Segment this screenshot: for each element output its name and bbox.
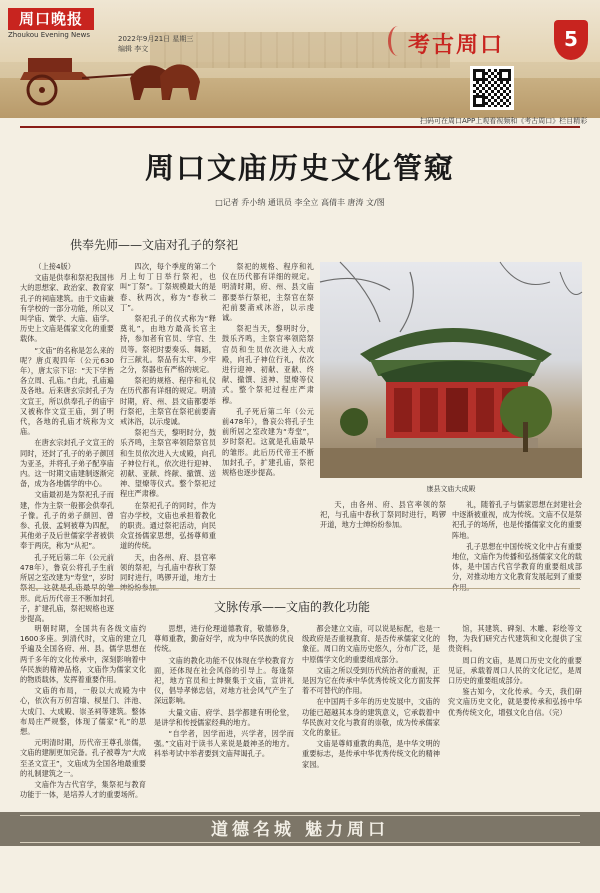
article-column-2	[120, 262, 216, 583]
article-column-7	[448, 624, 582, 804]
paragraph: 祭祀的规格、程序和礼仪在历代都有详细的规定。明清时期，府、州、县文庙都要举行祭祀，主祭官在祭祀前要斋戒沐浴，以示虔诚。	[120, 376, 216, 427]
footer-band	[0, 812, 600, 846]
paragraph: 祭祀当天，黎明时分，鼓乐齐鸣，主祭官率领陪祭官员和生员依次进入大成殿，向孔子神位行礼，依次进行迎神、初献、亚献、终献、撤馔、送神、望燎等仪式。整个祭祀过程庄严肃穆。	[120, 428, 216, 499]
paragraph: 祭祀的规格、程序和礼仪在历代都有详细的规定。明清时期，府、州、县文庙都要举行祭祀，主祭官在祭祀前要斋戒沐浴，以示虔诚。	[222, 262, 314, 323]
paragraph: 天，由各州、府、县官率领的祭祀，与孔庙中春秋丁祭同时进行，鸣锣开道，地方士	[120, 552, 216, 583]
footer-slogan: 道德名城 魅力周口	[211, 820, 389, 840]
paragraph: 在中国两千多年的历史发展中，文庙的功能已超越其本身的建筑意义，它承载着中华民族对文化与教育的崇敬，成为传承儒家文化的象征。	[302, 697, 440, 738]
paragraph: 周口的文庙，是周口历史文化的重要见证，承载着周口人民的文化记忆，是周口历史的重要组成部分。	[448, 655, 582, 686]
paragraph: 文庙最初是为祭祀孔子而建，作为主祭一般都会供奉孔子像。孔子的弟子颜回、曾参、孔伋、孟轲被尊为四配，其他弟子及后世儒家学者被供奉于两庑，称为“从祀”。	[20, 490, 114, 551]
paragraph: 天，由各州、府、县官率领的祭祀，与孔庙中春秋丁祭同时进行，鸣锣开道，地方士绅纷纷参加。	[320, 500, 446, 530]
article-column-3	[222, 262, 314, 574]
newspaper-logo: 周口晚报	[8, 8, 94, 30]
qr-code[interactable]	[470, 66, 514, 110]
paragraph: 祭祀孔子的仪式称为“释奠礼”，由地方最高长官主持，参加者有官员、学官、生员等。祭祀时要奏乐、舞蹈，行三献礼。祭品有太牢、少牢之分，祭器也有严格的规定。	[120, 314, 216, 375]
header-rule	[20, 126, 580, 128]
page-bottom-margin	[0, 846, 600, 893]
paragraph: 四次，每个季度的第二个月上旬丁日举行祭祀，也叫“丁祭”。丁祭规模最大的是春、秋两次，称为“春秋二丁”。	[120, 262, 216, 312]
masthead	[0, 0, 600, 118]
newspaper-logo-subtitle: Zhoukou Evening News	[8, 31, 90, 39]
paragraph: 馆，其建筑、碑刻、木雕、彩绘等文物，为我们研究古代建筑和文化提供了宝贵资料。	[448, 624, 582, 654]
issue-editor: 编辑 李文	[118, 45, 149, 53]
article-byline: □记者 乔小纳 通讯员 李全立 高倩丰 唐涛 文/图	[215, 198, 385, 207]
article-column-photo-left	[320, 500, 446, 576]
photo-caption: 康县文庙大成殿	[426, 485, 476, 493]
paragraph: 祭祀当天，黎明时分，鼓乐齐鸣，主祭官率领陪祭官员和生员依次进入大成殿，向孔子神位行礼，依次进行迎神、初献、亚献、终献、撤馔、送神、望燎等仪式。整个祭祀过程庄严肃穆。	[222, 324, 314, 405]
qr-finder-icon	[473, 69, 485, 81]
temple-photo	[320, 262, 582, 478]
qr-finder-icon	[473, 95, 485, 107]
page-number-badge: 5	[554, 20, 588, 60]
page-name-decoration	[388, 26, 408, 56]
paragraph: “自学者，因学而进，兴学者，因学而强。”文庙对于读书人来说是最神圣的地方。科举考试中举者要到文庙拜谒孔子。	[154, 729, 294, 759]
issue-date: 2022年9月21日 星期三	[118, 35, 194, 43]
dacheng-hall-image	[320, 262, 582, 478]
paragraph: 明朝时期，全国共有各级文庙约1600多座。到清代时，文庙的建立几乎遍及全国各府、州、县。儒学思想在两千多年的文化传承中，深刻影响着中华民族的精神品格，文庙作为儒家文化的物质载体，发挥着重要作用。	[20, 624, 146, 685]
paragraph: （上接4版）	[34, 262, 75, 271]
paragraph: 在祭祀孔子的同时，作为官办学校，文庙也承担着教化的职责。通过祭祀活动，向民众宣扬儒家思想，弘扬尊师重道的传统。	[120, 500, 216, 551]
paragraph: 孔子死后第二年（公元前478年），鲁哀公将孔子生前所居之室改建为“寿堂”，岁时祭祀。这就是孔庙最早的雏形。此后历代帝王不断加封孔子，扩建孔庙，祭祀规格也逐步提高。	[222, 406, 314, 478]
section-title-worship: 供奉先师——文庙对孔子的祭祀	[70, 238, 239, 252]
page-section-name: 考古周口	[408, 32, 505, 58]
paragraph: 文庙作为古代官学，集祭祀与教育功能于一体，是培养人才的重要场所。	[20, 780, 146, 800]
paragraph: 礼，随着孔子与儒家思想在封建社会中逐渐被重视，成为传统。文庙不仅是祭祀孔子的场所，也是传播儒家文化的重要阵地。	[452, 500, 582, 540]
article-column-4	[20, 624, 146, 804]
paragraph: 大量文庙、府学、县学都建有明伦堂，是讲学和传授儒家经典的地方。	[154, 707, 294, 727]
paragraph: 孔子思想在中国传统文化中占有重要地位，文庙作为传播和弘扬儒家文化的载体，是中国古代官学教育的重要组成部分，对推动地方文化教育发展起到了重要	[452, 541, 582, 582]
paragraph: “文庙”的名称是怎么来的呢？唐贞观四年（公元630年），唐太宗下诏：“天下学皆各立周、孔庙。”自此，孔庙遍及各地。后来唐玄宗封孔子为文宣王，所以供奉孔子的庙宇又被称作文宣王庙，到了明代，各地的孔庙才统称为文庙。	[20, 345, 114, 437]
paragraph: 思想，进行伦理道德教育，敬德修身，尊师重教，勤奋好学，成为中华民族的优良传统。	[154, 624, 294, 654]
paragraph: 文庙的教化功能不仅体现在学校教育方面，还体现在社会风俗的引导上。每逢祭祀，地方官员和士绅聚集于文庙，宣讲礼仪，倡导孝悌忠信，对地方社会风气产生了深远影响。	[154, 655, 294, 706]
article-headline: 周口文庙历史文化管窥	[144, 151, 455, 185]
paragraph: 都会建立文庙，可以说是标配，也是一级政府是否重视教育、是否传承儒家文化的象征。周口的文庙历史悠久，分布广泛，是中原儒学文化的重要组成部分。	[302, 624, 440, 664]
issue-info	[118, 34, 193, 54]
paragraph: 元明清时期，历代帝王尊孔崇儒，文庙的建制更加完备。孔子被尊为“大成至圣文宣王”，文庙成为全国各地最重要的礼制建筑之一。	[20, 738, 146, 778]
paragraph: 文庙是尊师重教的典范，是中华文明的重要标志，是传承中华优秀传统文化的精神家园。	[302, 739, 440, 769]
footer-band-frame	[20, 815, 580, 843]
article-column-photo-right	[452, 500, 582, 582]
article-column-6	[302, 624, 440, 804]
paragraph: 在唐玄宗封孔子文宣王的同时，还封了孔子的弟子颜回为亚圣，并将孔子弟子配享庙内。这一时期文庙建制逐渐完备，成为各地儒学的中心。	[20, 438, 114, 489]
section-title-education: 文脉传承——文庙的教化功能	[214, 600, 371, 614]
paragraph: 鉴古知今，文化传承。今天，我们研究文庙历史文化，就是要传承和弘扬中华优秀传统文化，增强文化自信。（完）	[448, 687, 582, 717]
qr-scan-note: 扫码可在周口APP上观看视频和《考古周口》栏目精彩	[420, 117, 588, 125]
qr-finder-icon	[499, 69, 511, 81]
article-column-1	[20, 262, 114, 623]
article-column-5	[154, 624, 294, 804]
paragraph: 文庙是供奉和祭祀我国伟大的思想家、政治家、教育家孔子的祠庙建筑。由于文庙兼有学校的一部分功能，所以又叫学庙、黉学、大庙、庙学。历史上文庙是儒家文化的重要载体。	[20, 273, 114, 344]
section-divider	[20, 588, 580, 589]
paragraph: 文庙之所以受到历代统治者的重视，正是因为它在传承中华优秀传统文化方面发挥着不可替代的作用。	[302, 665, 440, 696]
chariot-relief-icon	[20, 52, 210, 108]
paragraph: 孔子死后第二年（公元前478年），鲁哀公将孔子生前所居之室改建为“寿堂”，岁时 形。此后历代帝王不断加封孔子，扩建孔庙，祭祀规格也逐步提高。	[20, 552, 114, 623]
paragraph: 文庙的布局，一般以大成殿为中心，依次有万仞宫墙、棂星门、泮池、大成门、大成殿、崇圣祠等建筑。整体布局庄严规整，体现了儒家“礼”的思想。	[20, 686, 146, 737]
